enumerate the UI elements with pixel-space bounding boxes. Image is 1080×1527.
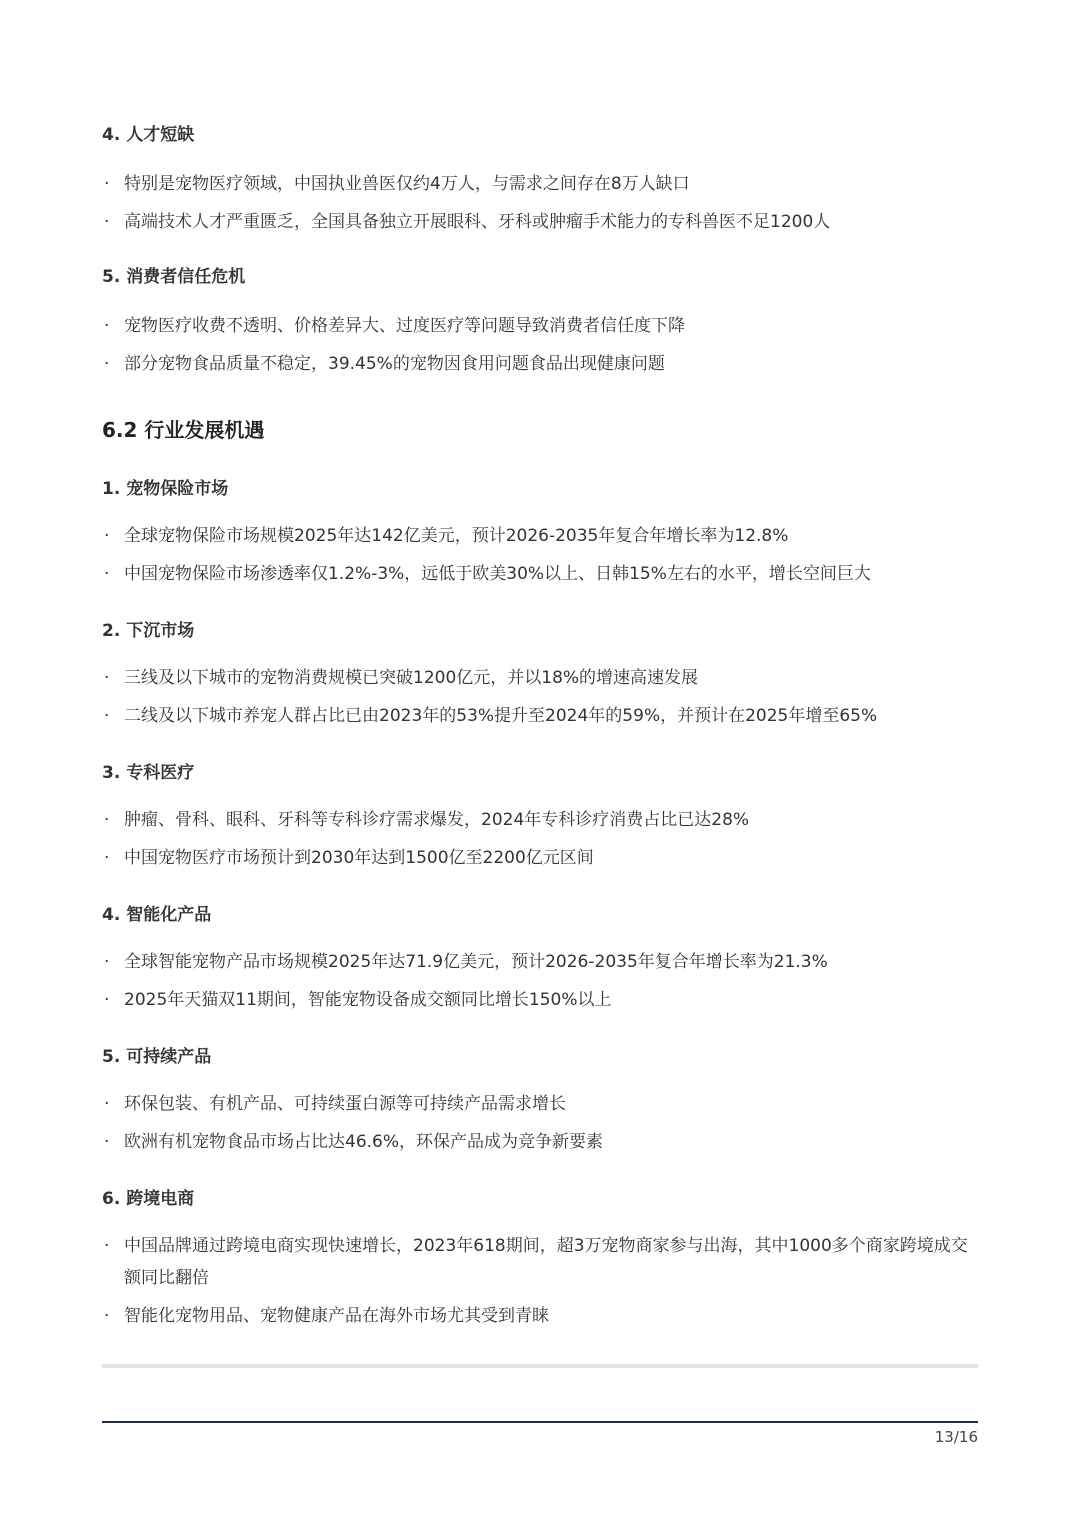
list-item-text: 全球智能宠物产品市场规模2025年达71.9亿美元，预计2026-2035年复合年增长率为21.3% [124, 952, 828, 972]
list-item [102, 946, 978, 978]
list-item [102, 1230, 978, 1294]
list-item [102, 168, 978, 200]
list-item-text: 欧洲有机宠物食品市场占比达46.6%，环保产品成为竞争新要素 [124, 1132, 604, 1152]
bullet-dot: · [104, 354, 110, 374]
sub-heading-cross-border-ecommerce: 6. 跨境电商 [102, 1189, 195, 1209]
list-item-text: 中国品牌通过跨境电商实现快速增长，2023年618期间，超3万宠物商家参与出海，其中1000多个商家跨境成交额同比翻倍 [124, 1236, 968, 1288]
list-item [102, 310, 978, 342]
list-item [102, 662, 978, 694]
page-number: 13/16 [934, 1428, 978, 1446]
bullet-dot: · [104, 1236, 110, 1256]
list-item-text: 二线及以下城市养宠人群占比已由2023年的53%提升至2024年的59%，并预计在2025年增至65% [124, 706, 878, 726]
sub-heading-lower-tier-market: 2. 下沉市场 [102, 621, 195, 641]
bullet-dot: · [104, 212, 110, 232]
list-item [102, 348, 978, 380]
bullet-dot: · [104, 668, 110, 688]
list-item-text: 宠物医疗收费不透明、价格差异大、过度医疗等问题导致消费者信任度下降 [124, 316, 685, 336]
list-item-text: 中国宠物保险市场渗透率仅1.2%-3%，远低于欧美30%以上、日韩15%左右的水平，增长空间巨大 [124, 564, 871, 584]
sub-heading-smart-products: 4. 智能化产品 [102, 905, 212, 925]
sub-heading-pet-insurance: 1. 宠物保险市场 [102, 479, 229, 499]
sub-heading-consumer-trust: 5. 消费者信任危机 [102, 267, 246, 287]
sub-heading-specialty-medical: 3. 专科医疗 [102, 763, 195, 783]
sub-heading-talent-shortage: 4. 人才短缺 [102, 125, 195, 145]
bullet-dot: · [104, 848, 110, 868]
bullet-dot: · [104, 1306, 110, 1326]
list-item [102, 520, 978, 552]
list-item [102, 842, 978, 874]
content-divider [102, 1364, 978, 1368]
list-item-text: 智能化宠物用品、宠物健康产品在海外市场尤其受到青睐 [124, 1306, 549, 1326]
bullet-dot: · [104, 526, 110, 546]
list-item-text: 全球宠物保险市场规模2025年达142亿美元，预计2026-2035年复合年增长率为12.8% [124, 526, 789, 546]
list-item [102, 700, 978, 732]
list-item [102, 558, 978, 590]
list-item-text: 肿瘤、骨科、眼科、牙科等专科诊疗需求爆发，2024年专科诊疗消费占比已达28% [124, 810, 750, 830]
list-item-text: 2025年天猫双11期间，智能宠物设备成交额同比增长150%以上 [124, 990, 612, 1010]
list-item-text: 三线及以下城市的宠物消费规模已突破1200亿元，并以18%的增速高速发展 [124, 668, 699, 688]
list-item [102, 206, 978, 238]
section-title: 6.2 行业发展机遇 [102, 418, 265, 442]
footer-divider [102, 1421, 978, 1423]
list-item-text: 环保包装、有机产品、可持续蛋白源等可持续产品需求增长 [124, 1094, 566, 1114]
list-item [102, 1300, 978, 1332]
list-item [102, 984, 978, 1016]
bullet-dot: · [104, 1094, 110, 1114]
bullet-dot: · [104, 564, 110, 584]
list-item-text: 高端技术人才严重匮乏，全国具备独立开展眼科、牙科或肿瘤手术能力的专科兽医不足1200人 [124, 212, 831, 232]
list-item-text: 中国宠物医疗市场预计到2030年达到1500亿至2200亿元区间 [124, 848, 594, 868]
bullet-dot: · [104, 990, 110, 1010]
bullet-dot: · [104, 316, 110, 336]
list-item-text: 部分宠物食品质量不稳定，39.45%的宠物因食用问题食品出现健康问题 [124, 354, 665, 374]
list-item [102, 1088, 978, 1120]
list-item [102, 804, 978, 836]
bullet-dot: · [104, 810, 110, 830]
bullet-dot: · [104, 1132, 110, 1152]
bullet-dot: · [104, 706, 110, 726]
list-item [102, 1126, 978, 1158]
list-item-text: 特别是宠物医疗领域，中国执业兽医仅约4万人，与需求之间存在8万人缺口 [124, 174, 690, 194]
bullet-dot: · [104, 952, 110, 972]
bullet-dot: · [104, 174, 110, 194]
sub-heading-sustainable-products: 5. 可持续产品 [102, 1047, 212, 1067]
